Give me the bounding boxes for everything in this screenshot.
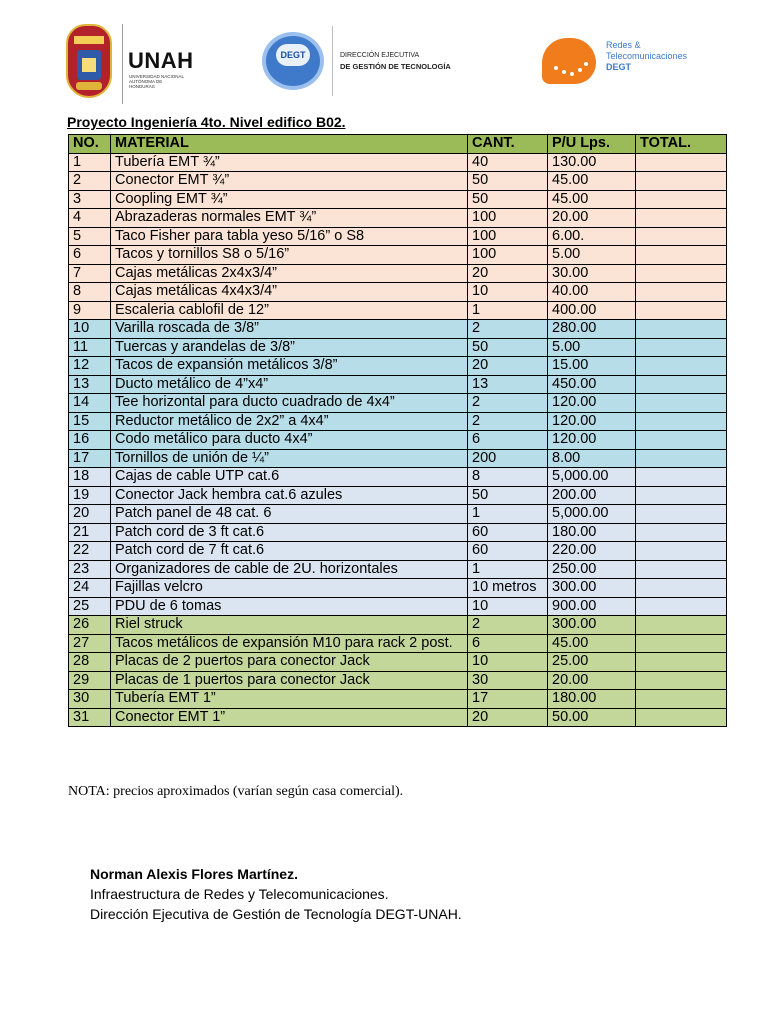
cell-pu: 900.00 (548, 597, 636, 616)
cell-material: Tacos y tornillos S8 o 5/16” (111, 246, 468, 265)
table-header-row (69, 135, 727, 154)
cell-material: Abrazaderas normales EMT ¾” (111, 209, 468, 228)
cell-cant: 2 (468, 394, 548, 413)
cell-material: Cajas metálicas 4x4x3/4” (111, 283, 468, 302)
cell-no: 13 (69, 375, 111, 394)
cell-material: Cajas metálicas 2x4x3/4” (111, 264, 468, 283)
cell-no: 3 (69, 190, 111, 209)
cell-material: Tacos de expansión metálicos 3/8” (111, 357, 468, 376)
cell-pu: 200.00 (548, 486, 636, 505)
cell-no: 1 (69, 153, 111, 172)
table-row (69, 505, 727, 524)
cell-pu: 8.00 (548, 449, 636, 468)
table-row (69, 468, 727, 487)
cell-total (636, 597, 727, 616)
table-row (69, 579, 727, 598)
table-row (69, 394, 727, 413)
cell-no: 26 (69, 616, 111, 635)
signer-department: Infraestructura de Redes y Telecomunicaciones. (90, 886, 389, 902)
cell-cant: 100 (468, 209, 548, 228)
cell-material: Tubería EMT 1” (111, 690, 468, 709)
cell-pu: 180.00 (548, 523, 636, 542)
header-pu: P/U Lps. (548, 135, 636, 154)
cell-total (636, 505, 727, 524)
cell-material: Ducto metálico de 4”x4” (111, 375, 468, 394)
unah-logo-subtitle: UNIVERSIDAD NACIONAL AUTÓNOMA DE HONDURAS (129, 74, 184, 89)
cell-cant: 10 (468, 597, 548, 616)
cell-total (636, 172, 727, 191)
cell-total (636, 227, 727, 246)
cell-cant: 50 (468, 338, 548, 357)
cell-cant: 100 (468, 246, 548, 265)
table-row (69, 653, 727, 672)
cell-total (636, 449, 727, 468)
cell-pu: 20.00 (548, 209, 636, 228)
degt-line-1: DIRECCIÓN EJECUTIVA (340, 52, 420, 59)
divider (332, 26, 333, 96)
header-cant: CANT. (468, 135, 548, 154)
table-row (69, 671, 727, 690)
table-row (69, 523, 727, 542)
table-row (69, 209, 727, 228)
divider (122, 24, 123, 104)
cell-cant: 1 (468, 505, 548, 524)
cell-no: 2 (69, 172, 111, 191)
table-row (69, 190, 727, 209)
materials-table (68, 134, 727, 727)
cell-pu: 50.00 (548, 708, 636, 727)
table-row (69, 264, 727, 283)
table-row (69, 634, 727, 653)
cell-total (636, 153, 727, 172)
cell-pu: 220.00 (548, 542, 636, 561)
table-row (69, 412, 727, 431)
cell-material: Tee horizontal para ducto cuadrado de 4x4” (111, 394, 468, 413)
table-row (69, 597, 727, 616)
cell-no: 11 (69, 338, 111, 357)
cell-total (636, 209, 727, 228)
cell-pu: 120.00 (548, 412, 636, 431)
cell-material: Cajas de cable UTP cat.6 (111, 468, 468, 487)
cell-total (636, 579, 727, 598)
cell-total (636, 264, 727, 283)
cell-pu: 5,000.00 (548, 505, 636, 524)
cell-total (636, 412, 727, 431)
unah-logo-text: UNAH (128, 48, 194, 73)
cell-total (636, 246, 727, 265)
cell-no: 18 (69, 468, 111, 487)
cell-cant: 60 (468, 523, 548, 542)
cell-no: 7 (69, 264, 111, 283)
document-title: Proyecto Ingeniería 4to. Nivel edifico B02. (67, 114, 346, 130)
cell-total (636, 190, 727, 209)
cell-material: Fajillas velcro (111, 579, 468, 598)
cell-no: 19 (69, 486, 111, 505)
logo-header (66, 18, 706, 108)
cell-material: Placas de 1 puertos para conector Jack (111, 671, 468, 690)
cell-material: Escaleria cablofil de 12” (111, 301, 468, 320)
signer-office: Dirección Ejecutiva de Gestión de Tecnología DEGT-UNAH. (90, 906, 462, 922)
cell-no: 25 (69, 597, 111, 616)
table-row (69, 375, 727, 394)
cell-no: 23 (69, 560, 111, 579)
cell-total (636, 431, 727, 450)
cell-material: Coopling EMT ¾” (111, 190, 468, 209)
cell-total (636, 671, 727, 690)
cell-material: Patch panel de 48 cat. 6 (111, 505, 468, 524)
cell-no: 24 (69, 579, 111, 598)
cell-total (636, 542, 727, 561)
cell-material: Tacos metálicos de expansión M10 para rack 2 post. (111, 634, 468, 653)
cell-total (636, 301, 727, 320)
table-row (69, 542, 727, 561)
price-note: NOTA: precios aproximados (varían según casa comercial). (68, 784, 404, 799)
cell-material: Conector EMT ¾” (111, 172, 468, 191)
redes-line-3: DEGT (606, 62, 632, 72)
cell-cant: 20 (468, 357, 548, 376)
cell-pu: 15.00 (548, 357, 636, 376)
cell-no: 29 (69, 671, 111, 690)
cell-no: 4 (69, 209, 111, 228)
degt-logo (262, 26, 482, 102)
cell-pu: 280.00 (548, 320, 636, 339)
cell-no: 20 (69, 505, 111, 524)
cell-no: 10 (69, 320, 111, 339)
table-row (69, 301, 727, 320)
table-row (69, 338, 727, 357)
cell-material: Codo metálico para ducto 4x4” (111, 431, 468, 450)
cell-cant: 40 (468, 153, 548, 172)
cell-pu: 5.00 (548, 246, 636, 265)
cell-no: 5 (69, 227, 111, 246)
cell-pu: 450.00 (548, 375, 636, 394)
table-row (69, 486, 727, 505)
cell-material: PDU de 6 tomas (111, 597, 468, 616)
table-row (69, 690, 727, 709)
table-row (69, 246, 727, 265)
cell-total (636, 283, 727, 302)
redes-line-1: Redes & (606, 40, 641, 50)
cell-cant: 10 (468, 283, 548, 302)
cell-pu: 120.00 (548, 394, 636, 413)
table-row (69, 283, 727, 302)
cell-total (636, 320, 727, 339)
header-material: MATERIAL (111, 135, 468, 154)
table-row (69, 560, 727, 579)
cell-cant: 100 (468, 227, 548, 246)
cell-pu: 45.00 (548, 634, 636, 653)
cell-cant: 2 (468, 616, 548, 635)
header-total: TOTAL. (636, 135, 727, 154)
table-row (69, 616, 727, 635)
cell-pu: 45.00 (548, 190, 636, 209)
cell-total (636, 357, 727, 376)
signer-name: Norman Alexis Flores Martínez. (90, 866, 298, 882)
cell-cant: 13 (468, 375, 548, 394)
cell-pu: 300.00 (548, 579, 636, 598)
cell-no: 15 (69, 412, 111, 431)
cell-no: 6 (69, 246, 111, 265)
cell-pu: 6.00. (548, 227, 636, 246)
table-row (69, 708, 727, 727)
redes-line-2: Telecomunicaciones (606, 51, 688, 61)
cell-pu: 180.00 (548, 690, 636, 709)
cell-material: Riel struck (111, 616, 468, 635)
cell-material: Reductor metálico de 2x2” a 4x4” (111, 412, 468, 431)
cell-cant: 2 (468, 320, 548, 339)
cell-total (636, 653, 727, 672)
degt-line-2: DE GESTIÓN DE TECNOLOGÍA (340, 62, 451, 71)
cell-no: 30 (69, 690, 111, 709)
cell-no: 14 (69, 394, 111, 413)
cell-cant: 10 (468, 653, 548, 672)
cell-cant: 50 (468, 486, 548, 505)
cell-no: 9 (69, 301, 111, 320)
cell-pu: 300.00 (548, 616, 636, 635)
cell-total (636, 634, 727, 653)
cell-no: 8 (69, 283, 111, 302)
cell-cant: 6 (468, 431, 548, 450)
cell-material: Placas de 2 puertos para conector Jack (111, 653, 468, 672)
cell-cant: 50 (468, 172, 548, 191)
cell-pu: 130.00 (548, 153, 636, 172)
cell-pu: 5,000.00 (548, 468, 636, 487)
table-row (69, 320, 727, 339)
cell-material: Patch cord de 7 ft cat.6 (111, 542, 468, 561)
unah-logo (66, 24, 196, 102)
cell-no: 12 (69, 357, 111, 376)
cell-cant: 60 (468, 542, 548, 561)
cell-cant: 1 (468, 560, 548, 579)
cell-total (636, 486, 727, 505)
cell-pu: 30.00 (548, 264, 636, 283)
cell-cant: 1 (468, 301, 548, 320)
cell-material: Organizadores de cable de 2U. horizontales (111, 560, 468, 579)
cell-pu: 120.00 (548, 431, 636, 450)
cell-cant: 2 (468, 412, 548, 431)
cell-cant: 17 (468, 690, 548, 709)
cell-pu: 400.00 (548, 301, 636, 320)
signature-block (90, 864, 462, 924)
cell-cant: 6 (468, 634, 548, 653)
cell-total (636, 394, 727, 413)
unah-crest-icon (66, 24, 112, 98)
cell-no: 27 (69, 634, 111, 653)
cell-cant: 10 metros (468, 579, 548, 598)
cell-material: Tuercas y arandelas de 3/8” (111, 338, 468, 357)
cell-pu: 25.00 (548, 653, 636, 672)
cell-pu: 250.00 (548, 560, 636, 579)
cell-total (636, 523, 727, 542)
cell-pu: 20.00 (548, 671, 636, 690)
cell-no: 17 (69, 449, 111, 468)
cell-cant: 50 (468, 190, 548, 209)
cell-material: Tubería EMT ¾” (111, 153, 468, 172)
cell-total (636, 616, 727, 635)
degt-mark: DEGT (276, 44, 310, 66)
table-row (69, 172, 727, 191)
cell-material: Varilla roscada de 3/8” (111, 320, 468, 339)
cell-cant: 20 (468, 264, 548, 283)
cell-no: 28 (69, 653, 111, 672)
cell-total (636, 338, 727, 357)
cell-no: 16 (69, 431, 111, 450)
table-row (69, 449, 727, 468)
cell-material: Taco Fisher para tabla yeso 5/16” o S8 (111, 227, 468, 246)
table-row (69, 431, 727, 450)
cell-total (636, 708, 727, 727)
table-row (69, 357, 727, 376)
cell-material: Patch cord de 3 ft cat.6 (111, 523, 468, 542)
header-no: NO. (69, 135, 111, 154)
cell-pu: 45.00 (548, 172, 636, 191)
cell-cant: 30 (468, 671, 548, 690)
cell-material: Tornillos de unión de ¼” (111, 449, 468, 468)
cell-total (636, 375, 727, 394)
cell-material: Conector EMT 1” (111, 708, 468, 727)
cell-pu: 5.00 (548, 338, 636, 357)
cell-pu: 40.00 (548, 283, 636, 302)
cell-cant: 20 (468, 708, 548, 727)
cell-total (636, 468, 727, 487)
cell-material: Conector Jack hembra cat.6 azules (111, 486, 468, 505)
table-row (69, 227, 727, 246)
cell-no: 22 (69, 542, 111, 561)
cell-total (636, 560, 727, 579)
redes-logo (542, 34, 706, 94)
cell-no: 31 (69, 708, 111, 727)
cell-total (636, 690, 727, 709)
cell-cant: 8 (468, 468, 548, 487)
cell-no: 21 (69, 523, 111, 542)
cell-cant: 200 (468, 449, 548, 468)
table-row (69, 153, 727, 172)
network-circuit-icon (542, 38, 596, 84)
